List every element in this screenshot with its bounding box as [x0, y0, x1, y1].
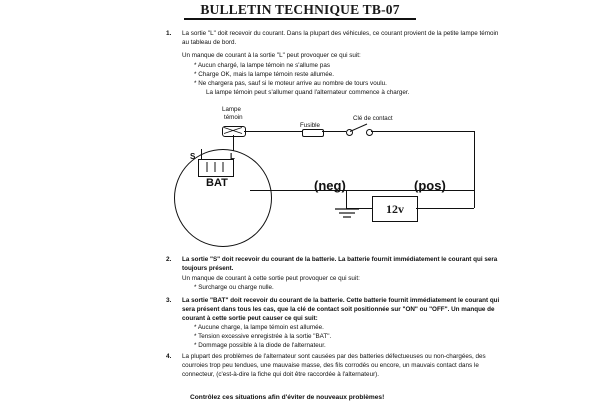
pos-label: (pos): [414, 178, 446, 193]
ignition-switch-blade: [349, 122, 369, 134]
lamp-label-line2: témoin: [224, 114, 243, 121]
lamp-label-line1: Lampe: [222, 106, 241, 113]
battery-symbol: 12v: [372, 196, 418, 222]
section-2-paragraph-2: Un manque de courant à cette sortie peut provoquer ce qui suit:: [182, 275, 360, 282]
section-1-bullet-1: * Aucun chargé, la lampe témoin ne s'allume pas: [194, 62, 330, 69]
alternator-wiring-diagram: [150, 104, 480, 244]
section-3-bullet-3: * Dommage possible à la diode de l'alternateur.: [194, 342, 326, 349]
warning-lamp-filament: [222, 126, 244, 135]
neg-label: (neg): [314, 178, 346, 193]
fuse-label: Fusible: [300, 122, 320, 129]
section-2-bullet-1: * Surcharge ou charge nulle.: [194, 284, 274, 291]
title-underline: [184, 18, 416, 20]
bat-terminal-label: BAT: [206, 177, 228, 189]
page-title: BULLETIN TECHNIQUE TB-07: [200, 2, 400, 17]
section-1-bullet-3: * Ne chargera pas, sauf si le moteur arrive au nombre de tours voulu.: [194, 80, 387, 87]
regulator-pins: [198, 159, 232, 175]
section-4-paragraph-1: La plupart des problèmes de l'alternateur sont causées par des batteries défectueuses ou non-chargées, des courroies trop peu tendues, une mauvaise masse, des fils corrodés ou encore, un mauvais contact dans le connecteur, (c'est-à-dire la fiche qui doit être raccordée à l'alternateur).: [182, 353, 486, 379]
wire-S-up: [201, 149, 202, 160]
fuse-symbol: [302, 129, 324, 137]
section-1-number: 1.: [166, 30, 172, 37]
section-2-paragraph-1: La sortie "S" doit recevoir du courant de la batterie. La batterie fournit immédiatement le courant qui sera toujours présent.: [182, 256, 498, 273]
wire-fuse-to-switch: [322, 131, 346, 132]
wire-positive-rail: [474, 131, 475, 208]
section-1-paragraph-1: La sortie "L" doit recevoir du courant. Dans la plupart des véhicules, ce courant provient de la petite lampe témoin au tableau de bord.: [182, 30, 499, 47]
section-2-number: 2.: [166, 256, 172, 263]
ignition-switch-label: Clé de contact: [353, 115, 393, 122]
wire-lamp-to-fuse: [244, 131, 302, 132]
wire-battery-positive: [416, 208, 474, 209]
terminal-s-label: S: [190, 152, 196, 161]
section-1-paragraph-2: Un manque de courant à la sortie "L" peut provoquer ce qui suit:: [182, 52, 361, 59]
closing-statement: Contrôlez ces situations afin d'éviter de nouveaux problèmes!: [190, 394, 385, 401]
section-1-note: La lampe témoin peut s'allumer quand l'alternateur commence à charger.: [206, 89, 410, 96]
section-3-paragraph-1: La sortie "BAT" doit recevoir du courant de la batterie. Cette batterie fournit immédiatement le courant qui sera présent dans tous les cas, que la clé de contact soit positionnée sur "ON" ou "OFF". Un manque de courant à cette sortie peut causer ce qui suit:: [182, 297, 500, 323]
section-4-number: 4.: [166, 353, 172, 360]
wire-switch-to-positive: [371, 131, 474, 132]
section-3-bullet-2: * Tension excessive enregistrée à la sortie "BAT".: [194, 333, 332, 340]
wire-negative-to-ground: [346, 190, 347, 208]
ground-symbol: [334, 208, 360, 222]
section-3-bullet-1: * Aucune charge, la lampe témoin est allumée.: [194, 324, 324, 331]
terminal-l-label: L: [230, 152, 235, 161]
section-3-number: 3.: [166, 297, 172, 304]
section-1-bullet-2: * Charge OK, mais la lampe témoin reste allumée.: [194, 71, 334, 78]
